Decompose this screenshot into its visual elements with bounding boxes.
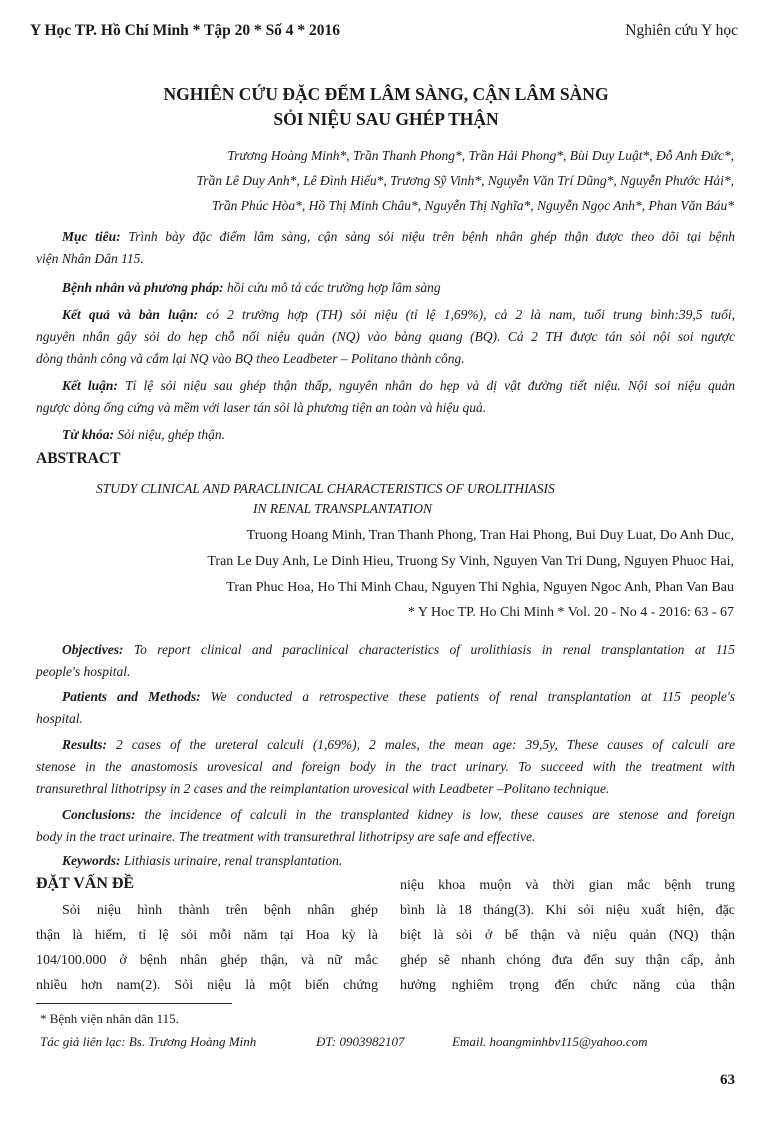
conclusions-en-text: the incidence of calculi in the transplanted kidney is low, these causes are stenose and foreign bbox=[135, 807, 735, 822]
methods-en-text: We conducted a retrospective these patients of renal transplantation at 115 people's bbox=[200, 689, 735, 704]
results-en-text: 2 cases of the ureteral calculi (1,69%), 2 males, the mean age: 39,5y, These causes of calculi are bbox=[107, 737, 735, 752]
objectives-en-text: people's hospital. bbox=[36, 664, 131, 679]
results-en-label: Results: bbox=[62, 737, 108, 752]
conclusions-en-label: Conclusions: bbox=[62, 807, 136, 822]
objective-vi-label: Mục tiêu: bbox=[62, 229, 121, 244]
objective-vi-text: viện Nhân Dân 115. bbox=[36, 251, 144, 266]
objectives-en bbox=[62, 641, 735, 659]
abstract-title-line-1: STUDY CLINICAL AND PARACLINICAL CHARACTERISTICS OF UROLITHIASIS bbox=[96, 481, 555, 496]
results-vi-label: Kết quả và bàn luận: bbox=[62, 307, 199, 322]
methods-vi-text: hồi cứu mô tả các trường hợp lâm sàng bbox=[223, 280, 441, 295]
intro-right-line: ghép sẽ nhanh chóng đưa đến suy thận cấp, ảnh bbox=[400, 953, 735, 968]
footnote-divider bbox=[36, 1003, 232, 1004]
methods-en-text: hospital. bbox=[36, 711, 83, 726]
keywords-en-text: Lithiasis urinaire, renal transplantation. bbox=[120, 853, 343, 868]
methods-vi-label: Bệnh nhân và phương pháp: bbox=[62, 280, 224, 295]
page-number: 63 bbox=[720, 1072, 735, 1088]
authors-vi-line: Trương Hoàng Minh*, Trần Thanh Phong*, Trần Hải Phong*, Bùi Duy Luật*, Đỗ Anh Đức*, bbox=[227, 148, 734, 163]
footnote-contact: Tác giả liên lạc: Bs. Trương Hoàng Minh bbox=[40, 1034, 257, 1049]
objective-vi bbox=[62, 228, 735, 246]
intro-left-line: Sỏi niệu hình thành trên bệnh nhân ghép bbox=[62, 903, 378, 918]
results-vi-text: có 2 trường hợp (TH) sỏi niệu (tỉ lệ 1,69%), cả 2 là nam, tuổi trung bình:39,5 tuổi, bbox=[198, 307, 735, 322]
conclusion-vi-text: ngược dòng ống cứng và mềm với laser tán sỏi là phương tiện an toàn và hiệu quả. bbox=[36, 400, 487, 415]
abstract-heading: ABSTRACT bbox=[36, 450, 121, 467]
footnote-phone: ĐT: 0903982107 bbox=[316, 1034, 405, 1049]
authors-vi-line: Trần Lê Duy Anh*, Lê Đình Hiếu*, Trương Sỹ Vinh*, Nguyễn Văn Trí Dũng*, Nguyễn Phước Hải*, bbox=[196, 173, 734, 188]
authors-en-line: Tran Phuc Hoa, Ho Thi Minh Chau, Nguyen Thi Nghia, Nguyen Ngoc Anh, Phan Van Bau bbox=[226, 580, 734, 595]
methods-vi bbox=[62, 279, 441, 297]
conclusion-vi-text: Tỉ lệ sỏi niệu sau ghép thận thấp, nguyên nhân do hẹp và dị vật đường tiết niệu. Nội soi niệu quản bbox=[117, 378, 735, 393]
keywords-vi bbox=[62, 426, 225, 444]
results-en-text: transurethral lithotripsy in 2 cases and the reimplantation urovesical with Leadbeter –Politano technique. bbox=[36, 781, 610, 796]
results-en-text: stenose in the anastomosis urovesical and foreign body in the tract urinary. To succeed with the treatment with bbox=[36, 759, 735, 774]
footnote-affiliation: * Bệnh viện nhân dân 115. bbox=[40, 1011, 179, 1026]
methods-en-label: Patients and Methods: bbox=[62, 689, 201, 704]
abstract-title-line-2: IN RENAL TRANSPLANTATION bbox=[253, 501, 433, 516]
section-header: Nghiên cứu Y học bbox=[625, 22, 738, 39]
intro-right-line: hưởng nghiêm trọng đến chức năng của thận bbox=[400, 978, 735, 993]
authors-vi-line: Trần Phúc Hòa*, Hồ Thị Minh Châu*, Nguyễn Thị Nghĩa*, Nguyễn Ngọc Anh*, Phan Văn Báu* bbox=[211, 198, 734, 213]
conclusion-vi bbox=[62, 377, 735, 395]
objectives-en-text: To report clinical and paraclinical characteristics of urolithiasis in renal transplantation at 115 bbox=[123, 642, 735, 657]
keywords-en-label: Keywords: bbox=[62, 853, 121, 868]
intro-left-line: 104/100.000 ở bệnh nhân ghép thận, và nữ mắc bbox=[36, 953, 378, 968]
results-en bbox=[62, 736, 735, 754]
intro-left-line: thận là hiếm, tỉ lệ sỏi mỗi năm tại Hoa kỳ là bbox=[36, 928, 378, 943]
intro-right-line: bình là 18 tháng(3). Khi sỏi niệu xuất hiện, đặc bbox=[400, 903, 735, 918]
keywords-vi-text: Sỏi niệu, ghép thận. bbox=[113, 427, 225, 442]
conclusions-en-text: body in the tract urinaire. The treatment with transurethral lithotripsy are safe and effective. bbox=[36, 829, 536, 844]
objective-vi-text: Trình bày đặc điểm lâm sàng, cận sàng sỏi niệu trên bệnh nhân ghép thận được theo dõi tại bệnh bbox=[120, 229, 735, 244]
intro-heading: ĐẶT VẤN ĐỀ bbox=[36, 875, 135, 892]
title-line-1: NGHIÊN CỨU ĐẶC ĐỂM LÂM SÀNG, CẬN LÂM SÀNG bbox=[163, 84, 609, 104]
keywords-en bbox=[62, 852, 342, 870]
results-vi-text: dòng thành công và cắm lại NQ vào BQ theo Leadbeter – Politano thành công. bbox=[36, 351, 465, 366]
objectives-en-label: Objectives: bbox=[62, 642, 124, 657]
results-vi-text: nguyên nhân gây sỏi do hẹp chỗ nối niệu quản (NQ) vào bàng quang (BQ). Cả 2 TH được tán sỏi nội soi ngược bbox=[36, 329, 735, 344]
intro-right-line: niệu khoa muộn và thời gian mắc bệnh trung bbox=[400, 878, 735, 893]
footnote-email[interactable]: Email. hoangminhbv115@yahoo.com bbox=[452, 1034, 648, 1049]
title-line-2: SỎI NIỆU SAU GHÉP THẬN bbox=[273, 109, 499, 129]
intro-right-line: biệt là sỏi ở bể thận và niệu quản (NQ) thận bbox=[400, 928, 735, 943]
citation: * Y Hoc TP. Ho Chi Minh * Vol. 20 - No 4 - 2016: 63 - 67 bbox=[407, 605, 734, 620]
intro-left-line: nhiều hơn nam(2). Sỏi niệu là một biến chứng bbox=[36, 978, 378, 993]
authors-en-line: Truong Hoang Minh, Tran Thanh Phong, Tran Hai Phong, Bui Duy Luat, Do Anh Duc, bbox=[246, 528, 734, 543]
keywords-vi-label: Từ khóa: bbox=[62, 427, 114, 442]
authors-en-line: Tran Le Duy Anh, Le Dinh Hieu, Truong Sy Vinh, Nguyen Van Tri Dung, Nguyen Phuoc Hai, bbox=[207, 554, 734, 569]
methods-en bbox=[62, 688, 735, 706]
results-vi bbox=[62, 306, 735, 324]
conclusions-en bbox=[62, 806, 735, 824]
conclusion-vi-label: Kết luận: bbox=[62, 378, 118, 393]
journal-header: Y Học TP. Hồ Chí Minh * Tập 20 * Số 4 * 2016 bbox=[30, 22, 341, 39]
